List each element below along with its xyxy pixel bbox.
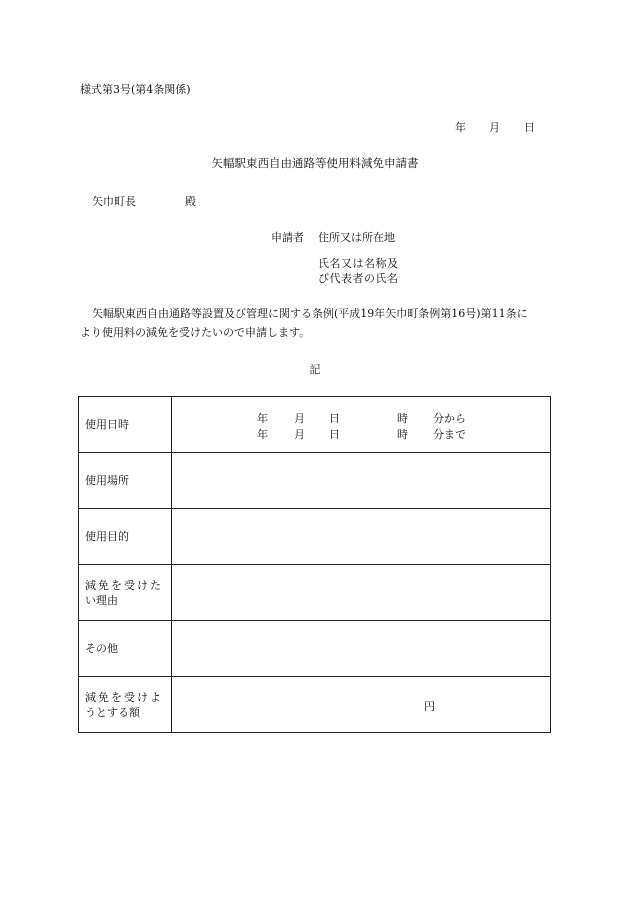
usage-datetime-field[interactable] [172, 397, 551, 453]
other-field[interactable] [172, 621, 551, 677]
form-number: 様式第3号(第4条関係) [80, 83, 191, 96]
body-text-line2: より使用料の減免を受けたいので申請します。 [80, 326, 311, 339]
reason-label-line1: 減免を受けた [85, 578, 163, 592]
usage-place-label: 使用場所 [79, 453, 172, 509]
date-month-label: 月 [489, 121, 500, 134]
table-row-amount [79, 677, 551, 733]
usage-place-field[interactable] [172, 453, 551, 509]
details-table [78, 396, 551, 733]
name-label-line1: 氏名又は名称及 [318, 257, 399, 270]
name-label-line2: び代表者の氏名 [318, 272, 399, 285]
amount-unit: 円 [424, 700, 435, 713]
from-day: 日 [329, 412, 340, 425]
to-hour: 時 [397, 428, 408, 441]
date-day-label: 日 [524, 121, 535, 134]
date-year-label: 年 [455, 121, 466, 134]
document-title: 矢幅駅東西自由通路等使用料減免申請書 [211, 156, 419, 170]
from-hour: 時 [397, 412, 408, 425]
applicant-label: 申請者 [271, 231, 304, 244]
to-month: 月 [294, 428, 305, 441]
usage-purpose-field[interactable] [172, 509, 551, 565]
amount-label-line1: 減免を受けよ [85, 690, 163, 704]
usage-datetime-label: 使用日時 [79, 397, 172, 453]
addressee-honorific: 殿 [185, 195, 196, 208]
other-label: その他 [79, 621, 172, 677]
table-row-other [79, 621, 551, 677]
amount-label [79, 677, 172, 733]
reason-label [79, 565, 172, 621]
usage-purpose-label: 使用目的 [79, 509, 172, 565]
from-minute: 分から [433, 412, 466, 425]
address-label: 住所又は所在地 [318, 231, 395, 244]
body-text-line1: 矢幅駅東西自由通路等設置及び管理に関する条例(平成19年矢巾町条例第16号)第11条に [92, 307, 528, 320]
amount-field[interactable] [172, 677, 551, 733]
to-day: 日 [329, 428, 340, 441]
reason-field[interactable] [172, 565, 551, 621]
table-row-usage-purpose [79, 509, 551, 565]
table-row-usage-datetime [79, 397, 551, 453]
to-minute: 分まで [433, 428, 466, 441]
from-year: 年 [257, 412, 268, 425]
amount-label-line2: うとする額 [85, 705, 140, 719]
table-row-usage-place [79, 453, 551, 509]
from-month: 月 [294, 412, 305, 425]
table-row-reason [79, 565, 551, 621]
ki-heading: 記 [309, 363, 321, 376]
reason-label-line2: い理由 [85, 593, 118, 607]
addressee-name: 矢巾町長 [92, 195, 136, 208]
to-year: 年 [257, 428, 268, 441]
